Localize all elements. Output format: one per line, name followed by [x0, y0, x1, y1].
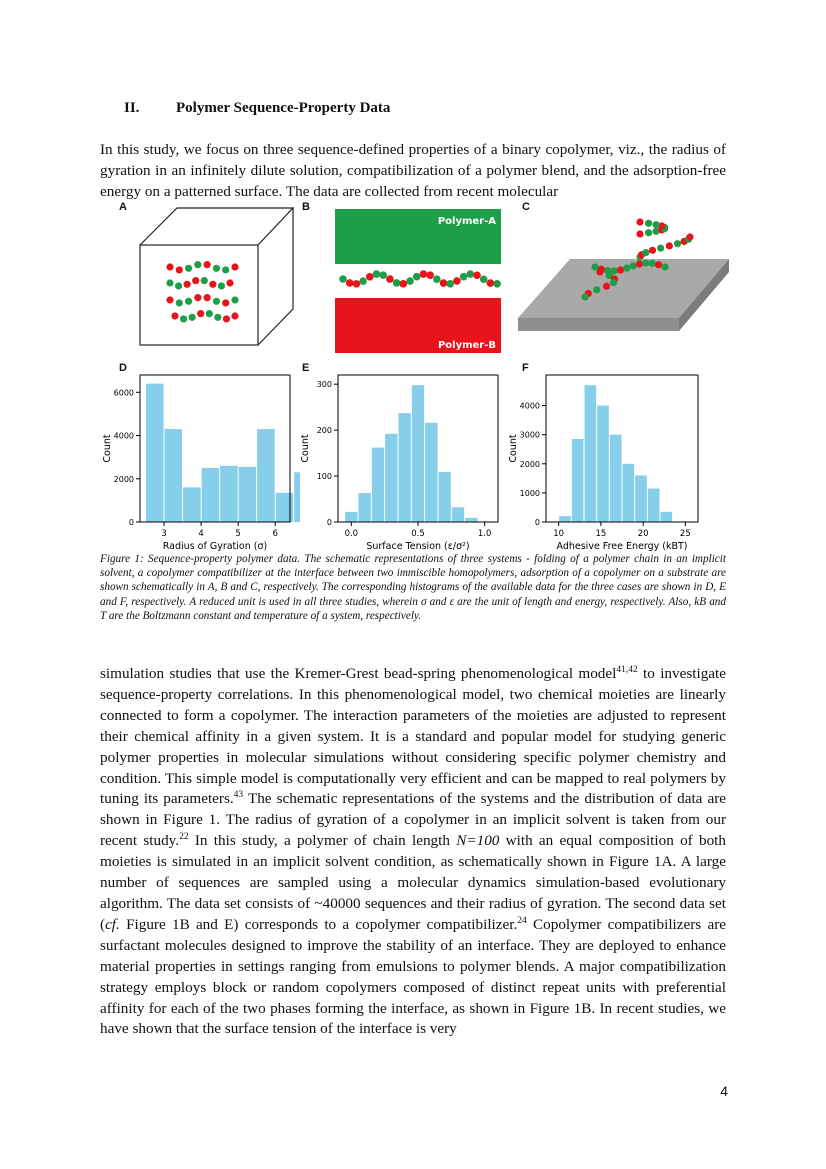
polymer-bead [645, 229, 652, 236]
histogram-bar [623, 464, 635, 522]
histogram-bar [452, 507, 464, 522]
polymer-bead [231, 263, 238, 270]
polymer-bead [649, 247, 656, 254]
polymer-bead [204, 261, 211, 268]
polymer-bead [440, 279, 448, 287]
histogram-bar [276, 493, 294, 522]
panel-label-d: D [119, 362, 127, 374]
polymer-bead [209, 281, 216, 288]
body-text: with an equal composition of both moieties is simulated in an implicit solvent condition, as schematically shown in Figure 1A. A large number of sequences are sampled using a molecular dynamics simulation-based evolutionary algorithm. The data set consists of ~40000 sequences and their radius of gyration. The second data set ( [100, 832, 726, 933]
histogram-bar [372, 448, 384, 522]
x-tick-label: 15 [595, 529, 607, 539]
histogram-bar [183, 487, 201, 522]
polymer-bead [189, 314, 196, 321]
polymer-bead [623, 265, 630, 272]
polymer-bead [400, 280, 408, 288]
citation: 24 [517, 915, 527, 926]
histogram-bar [412, 385, 424, 522]
polymer-bead [453, 277, 461, 285]
polymer-bead [386, 275, 394, 283]
polymer-bead [373, 270, 381, 278]
polymer-bead [213, 298, 220, 305]
histogram-bar [559, 516, 571, 522]
x-axis-label: Adhesive Free Energy (kBT) [556, 541, 688, 552]
body-text: The schematic representations of the systems and the distribution of data are shown in Figure 1. The radius of gyration of a copolymer in an implicit solvent is taken from our recent study. [100, 790, 726, 850]
polymer-bead [379, 271, 387, 279]
y-tick-label: 3000 [519, 430, 540, 440]
polymer-bead [192, 277, 199, 284]
y-axis-label: Count [102, 434, 113, 463]
plot-frame [546, 375, 698, 522]
panel-label-a: A [119, 201, 127, 213]
x-tick-label: 4 [198, 529, 204, 539]
polymer-bead [446, 280, 454, 288]
y-axis-label: Count [300, 434, 311, 463]
polymer-bead [603, 283, 610, 290]
histogram-bar [610, 435, 622, 522]
histogram-bar [165, 429, 183, 522]
cf-term: cf. [105, 915, 120, 933]
section-number: II. [124, 100, 140, 116]
schematic-a-cube [135, 205, 295, 350]
polymer-bead [593, 286, 600, 293]
polymer-bead [180, 315, 187, 322]
polymer-bead [166, 279, 173, 286]
histogram-bar [146, 384, 164, 522]
polymer-bead [176, 266, 183, 273]
section-heading [124, 100, 390, 117]
polymer-b-label: Polymer-B [437, 340, 496, 351]
y-tick-label: 1000 [519, 488, 540, 498]
polymer-bead [645, 220, 652, 227]
polymer-bead [204, 294, 211, 301]
polymer-bead [201, 277, 208, 284]
y-tick-label: 100 [316, 472, 332, 482]
page-number: 4 [720, 1083, 728, 1099]
y-tick-label: 2000 [113, 474, 134, 484]
x-tick-label: 3 [161, 529, 167, 539]
substrate-front [518, 318, 679, 331]
x-tick-label: 1.0 [477, 529, 492, 539]
polymer-bead [473, 271, 481, 279]
histogram-d [100, 365, 300, 555]
polymer-bead [657, 245, 664, 252]
histogram-bar [399, 413, 411, 522]
polymer-bead [166, 296, 173, 303]
polymer-bead [231, 312, 238, 319]
citation: 22 [179, 832, 189, 843]
polymer-bead [175, 282, 182, 289]
polymer-bead [666, 242, 673, 249]
y-tick-label: 300 [316, 380, 332, 390]
cube-top-face [140, 208, 293, 245]
histogram-bar [385, 434, 397, 522]
histogram-bar [439, 472, 451, 522]
schematic-c-substrate [515, 212, 731, 337]
polymer-bead [194, 294, 201, 301]
polymer-bead [214, 314, 221, 321]
y-tick-label: 0 [534, 518, 540, 527]
polymer-bead [661, 263, 668, 270]
x-tick-label: 0.5 [411, 529, 425, 539]
polymer-bead [649, 260, 656, 267]
body-text: Copolymer compatibilizers are surfactant molecules designed to improve the stability of an interface. They are deployed to enhance material properties in settings ranging from emulsions to polymer blends. A major compatibilization strategy employs block or random copolymers composed of distinct repeat units with preferential affinity for each of the two phases forming the interface, as shown in Figure 1B. In recent studies, we have shown that the surface tension of the interface is very [100, 915, 727, 1038]
x-tick-label: 20 [637, 529, 649, 539]
y-tick-label: 4000 [113, 431, 134, 441]
polymer-bead [226, 279, 233, 286]
citation: 43 [233, 790, 244, 801]
polymer-bead [655, 261, 662, 268]
polymer-bead [222, 299, 229, 306]
citation: 41,42 [616, 664, 638, 675]
polymer-bead [171, 312, 178, 319]
body-text: Figure 1B and E) corresponds to a copolymer compatibilizer. [119, 915, 518, 933]
histogram-bar [661, 512, 673, 522]
body-text: In this study, a polymer of chain length [188, 832, 457, 850]
polymer-bead [596, 268, 603, 275]
y-tick-label: 6000 [113, 388, 134, 398]
cube-side-face [258, 208, 293, 345]
polymer-bead [652, 221, 659, 228]
polymer-bead [636, 260, 643, 267]
polymer-chain-b [339, 270, 501, 287]
y-axis-label: Count [508, 434, 519, 463]
polymer-bead [359, 277, 367, 285]
histogram-bar [635, 475, 647, 522]
polymer-a-label: Polymer-A [437, 216, 496, 227]
body-text: simulation studies that use the Kremer-Grest bead-spring phenomenological model [100, 665, 617, 682]
polymer-bead [642, 259, 649, 266]
polymer-bead [222, 266, 229, 273]
chain-length-term: N=100 [456, 832, 500, 850]
histogram-bar [648, 489, 660, 522]
x-tick-label: 10 [553, 529, 565, 539]
polymer-bead [339, 275, 347, 283]
y-tick-label: 2000 [519, 459, 540, 469]
polymer-bead [493, 280, 501, 288]
histogram-bar [220, 466, 238, 522]
polymer-bead [630, 262, 637, 269]
polymer-bead [467, 270, 475, 278]
polymer-bead [642, 249, 649, 256]
polymer-bead [406, 277, 414, 285]
x-tick-label: 25 [679, 529, 691, 539]
histogram-bar [345, 512, 357, 522]
polymer-bead [426, 271, 434, 279]
polymer-bead [218, 282, 225, 289]
section-title: Polymer Sequence-Property Data [176, 100, 391, 116]
polymer-bead [686, 233, 693, 240]
polymer-bead [636, 230, 643, 237]
polymer-bead [185, 265, 192, 272]
x-axis-label: Radius of Gyration (σ) [162, 541, 268, 552]
polymer-bead [433, 275, 441, 283]
histogram-bar [257, 429, 275, 522]
polymer-bead [393, 279, 401, 287]
polymer-bead [185, 298, 192, 305]
histogram-bar [202, 468, 220, 522]
polymer-bead [206, 310, 213, 317]
x-tick-label: 5 [235, 529, 241, 539]
polymer-bead [674, 240, 681, 247]
panel-label-f: F [522, 362, 529, 374]
histogram-bar [597, 406, 609, 522]
histogram-bar [585, 385, 597, 522]
polymer-bead [420, 270, 428, 278]
histogram-bar [425, 423, 437, 522]
polymer-bead [617, 266, 624, 273]
schematic-b-interface [333, 207, 503, 355]
polymer-bead [487, 279, 495, 287]
figure-caption: Figure 1: Sequence-property polymer data. The schematic representations of three systems - folding of a polymer chain in an implicit solvent, a copolymer compatibilizer at the interface between two immiscible homopolymers, adsorption of a copolymer on a substrate are shown schematically in A, B and C, respectively. The corresponding histograms of the available data for the three cases are shown in D, E and F, respectively. A reduced unit is used in all three studies, wherein σ and ε are the unit of length and energy, respectively. Also, kB and T are the Boltzmann constant and temperature of a system, respectively. [100, 553, 726, 622]
panel-label-c: C [522, 201, 530, 213]
y-tick-label: 0 [128, 518, 134, 527]
polymer-bead [460, 273, 468, 281]
body-paragraph [100, 664, 726, 1040]
x-tick-label: 6 [272, 529, 278, 539]
polymer-chain-a [166, 261, 238, 322]
polymer-bead [366, 273, 374, 281]
polymer-bead [636, 218, 643, 225]
polymer-bead [353, 280, 361, 288]
polymer-bead [166, 263, 173, 270]
histogram-e [298, 365, 508, 555]
histogram-bar [465, 518, 477, 522]
histogram-bar [239, 467, 257, 522]
x-axis-label: Surface Tension (ε/σ²) [366, 541, 470, 552]
polymer-bead [176, 299, 183, 306]
polymer-bead [223, 315, 230, 322]
polymer-bead [231, 296, 238, 303]
polymer-bead [194, 261, 201, 268]
histogram-bar [359, 493, 371, 522]
body-text: to investigate sequence-property correlations. In this phenomenological model, two chemical moieties are linearly connected to form a copolymer. The interaction parameters of the moieties are adjusted to represent their chemical affinity in a given system. It is a standard and popular model for studying generic polymer properties in molecular simulations without considering specific polymer chemistry and condition. This simple model is computationally very efficient and can be mapped to real polymers by tuning its parameters. [100, 665, 726, 808]
y-tick-label: 0 [326, 518, 332, 527]
polymer-bead [184, 281, 191, 288]
polymer-bead [413, 273, 421, 281]
polymer-bead [346, 279, 354, 287]
histogram-f [508, 365, 708, 555]
polymer-bead [581, 293, 588, 300]
y-tick-label: 200 [316, 426, 332, 436]
panel-label-b: B [302, 201, 310, 213]
y-tick-label: 4000 [519, 401, 540, 411]
polymer-bead [480, 275, 488, 283]
histogram-bar [572, 439, 584, 522]
polymer-bead [213, 265, 220, 272]
intro-paragraph: In this study, we focus on three sequence-defined properties of a binary copolymer, viz., the radius of gyration in an infinitely dilute solution, compatibilization of a polymer blend, and the adsorption-free energy on a patterned surface. The data are collected from recent molecular [100, 141, 726, 200]
polymer-bead [610, 279, 617, 286]
panel-label-e: E [302, 362, 310, 374]
polymer-bead [197, 310, 204, 317]
x-tick-label: 0.0 [344, 529, 359, 539]
